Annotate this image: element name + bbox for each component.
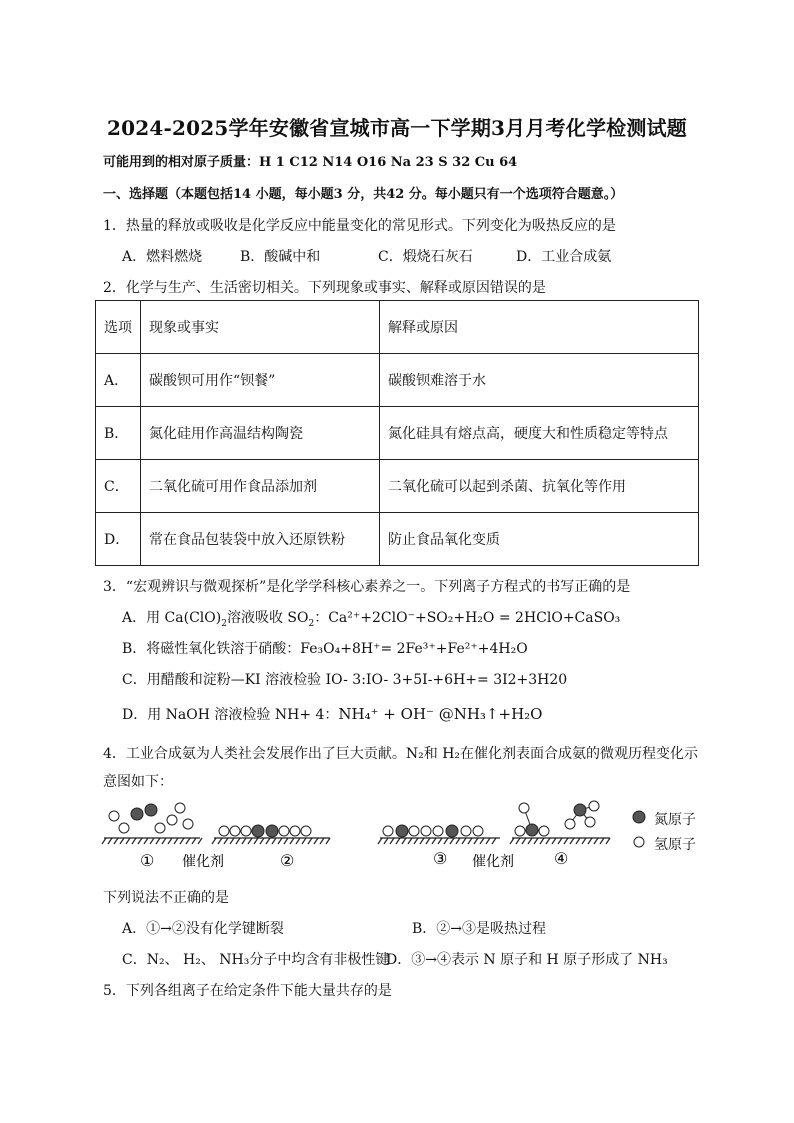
q3-option-d <box>122 704 542 724</box>
legend-nitrogen: 氮原子 <box>654 812 696 828</box>
q3-a-rest: 溶液吸收 SO <box>226 610 309 626</box>
header-option: 选项 <box>96 301 141 354</box>
catalyst-label-1: 催化剂 <box>182 854 224 870</box>
row-explanation: 防止食品氧化变质 <box>380 513 699 566</box>
q3-d-equation: NH₄⁺ + OH⁻ @NH₃↑+H₂O <box>338 705 543 723</box>
legend-markers <box>632 810 646 850</box>
catalyst-surface-1 <box>102 838 202 844</box>
row-phenomenon: 氮化硅用作高温结构陶瓷 <box>141 407 380 460</box>
catalyst-surface-3 <box>378 838 500 844</box>
q4-option-c: C．N₂、 H₂、 NH₃分子中均含有非极性键 <box>122 952 390 968</box>
header-explanation: 解释或原因 <box>380 301 699 354</box>
row-explanation: 碳酸钡难溶于水 <box>380 354 699 407</box>
nitrogen-atom-icon <box>633 811 645 823</box>
catalyst-label-2: 催化剂 <box>472 854 514 870</box>
table-row <box>96 513 699 566</box>
row-explanation: 氮化硅具有熔点高，硬度大和性质稳定等特点 <box>380 407 699 460</box>
molecules-stage-1 <box>109 803 193 833</box>
q2-stem: 2．化学与生产、生活密切相关。下列现象或事实、解释或原因错误的是 <box>103 280 546 296</box>
q1-option-b: B．酸碱中和 <box>240 249 321 265</box>
catalyst-surface-2 <box>212 838 330 844</box>
atomic-masses: 可能用到的相对原子质量：H 1 C12 N14 O16 Na 23 S 32 Cu 64 <box>103 155 518 170</box>
q1-option-c: C．煅烧石灰石 <box>378 249 473 265</box>
stage-label-1: ① <box>140 851 155 870</box>
exam-title: 2024-2025学年安徽省宣城市高一下学期3月月考化学检测试题 <box>107 116 687 140</box>
table-row <box>96 460 699 513</box>
q4-question: 下列说法不正确的是 <box>103 890 229 906</box>
q4-option-b: B．②→③是吸热过程 <box>412 921 547 937</box>
q4-stem-line2: 意图如下： <box>103 774 173 790</box>
table-row <box>96 354 699 407</box>
q3-d-prefix: D．用 NaOH 溶液检验 NH+ 4： <box>122 707 339 723</box>
row-explanation: 二氧化硫可以起到杀菌、抗氧化等作用 <box>380 460 699 513</box>
row-phenomenon: 二氧化硫可用作食品添加剂 <box>141 460 380 513</box>
q1-option-d: D．工业合成氨 <box>516 249 612 265</box>
q3-option-c: C．用醋酸和淀粉—KI 溶液检验 IO- 3:IO- 3+5I-+6H+= 3I2+3H20 <box>122 672 568 688</box>
row-option: B． <box>96 407 141 460</box>
legend-hydrogen: 氢原子 <box>654 837 696 853</box>
q5-stem: 5．下列各组离子在给定条件下能大量共存的是 <box>103 983 392 999</box>
table-row <box>96 407 699 460</box>
row-option: C． <box>96 460 141 513</box>
stage-label-3: ③ <box>433 849 448 868</box>
ammonia-synthesis-diagram <box>100 798 620 874</box>
q4-stem-line1: 4．工业合成氨为人类社会发展作出了巨大贡献。N₂和 H₂在催化剂表面合成氨的微观历程变化示 <box>103 746 699 762</box>
q3-a-prefix: A．用 Ca(ClO) <box>122 610 222 626</box>
q3-option-b: B．将磁性氧化铁溶于硝酸：Fe₃O₄+8H⁺= 2Fe³⁺+Fe²⁺+4H₂O <box>122 641 528 657</box>
q1-stem: 1．热量的释放或吸收是化学反应中能量变化的常见形式。下列变化为吸热反应的是 <box>103 218 616 234</box>
q3-option-a: A．用 $Ca(ClO)_2$溶液吸收 $SO_2$：Ca²⁺+2ClO⁻+SO₂+H₂O = 2HClO+CaSO₃ <box>122 610 621 629</box>
q1-option-a: A．燃料燃烧 <box>122 249 203 265</box>
catalyst-surface-4 <box>510 838 610 844</box>
row-option: A． <box>96 354 141 407</box>
molecules-stage-4 <box>515 801 599 836</box>
row-phenomenon: 常在食品包装袋中放入还原铁粉 <box>141 513 380 566</box>
stage-label-2: ② <box>280 851 295 870</box>
q2-table <box>95 300 699 566</box>
stage-label-4: ④ <box>554 849 569 868</box>
header-phenomenon: 现象或事实 <box>141 301 380 354</box>
molecules-stage-3 <box>383 825 483 837</box>
q3-stem: 3．“宏观辨识与微观探析”是化学学科核心素养之一。下列离子方程式的书写正确的是 <box>103 579 631 595</box>
table-header-row <box>96 301 699 354</box>
molecules-stage-2 <box>219 825 311 837</box>
row-option: D． <box>96 513 141 566</box>
section-heading: 一、选择题（本题包括14 小题，每小题3 分，共42 分。每小题只有一个选项符合题意。） <box>103 187 624 202</box>
row-phenomenon: 碳酸钡可用作“钡餐” <box>141 354 380 407</box>
q3-a-equation: ：Ca²⁺+2ClO⁻+SO₂+H₂O = 2HClO+CaSO₃ <box>314 610 621 626</box>
hydrogen-atom-icon <box>634 837 644 847</box>
q4-option-d: D．③→④表示 N 原子和 H 原子形成了 NH₃ <box>386 952 668 968</box>
q4-option-a: A．①→②没有化学键断裂 <box>122 921 284 937</box>
